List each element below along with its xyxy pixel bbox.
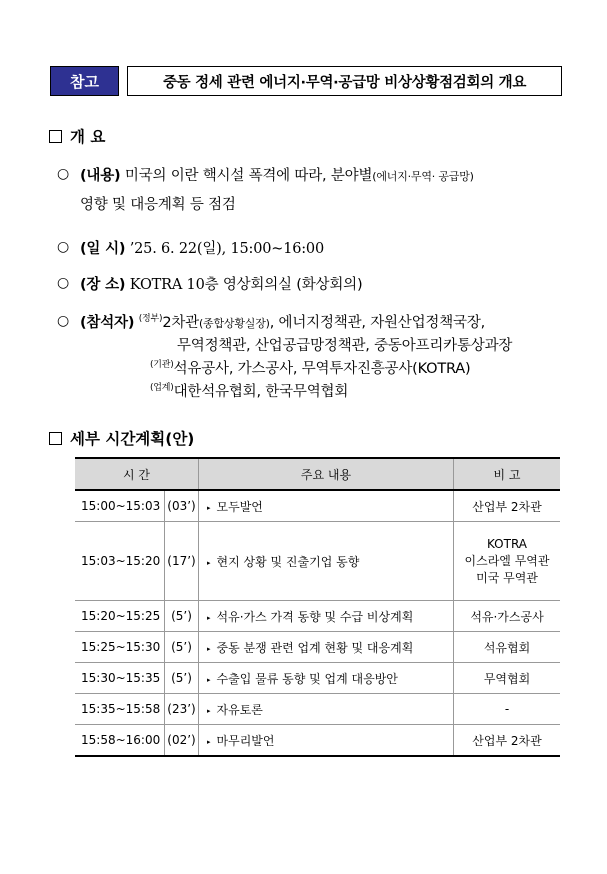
row-duration: (5’) [165, 663, 199, 694]
attendees-line-3 [150, 357, 470, 378]
attendees-line-4 [150, 380, 348, 401]
schedule-heading [49, 427, 194, 449]
triangle-bullet-icon: ▸ [207, 706, 211, 715]
overview-heading-text: 개 요 [70, 128, 106, 146]
attendees-label: (참석자) [80, 315, 135, 331]
triangle-bullet-icon: ▸ [207, 737, 211, 746]
row-content [199, 663, 454, 694]
row-note: 산업부 2차관 [454, 725, 561, 757]
row-time: 15:35~15:58 [75, 694, 165, 725]
content-text: 미국의 이란 핵시설 폭격에 따라, 분야별 [124, 168, 373, 184]
assoc-list: 대한석유협회, 한국무역협회 [173, 384, 349, 400]
attendees-line-1 [80, 311, 485, 332]
row-duration: (02’) [165, 725, 199, 757]
row-content [199, 490, 454, 522]
triangle-bullet-icon: ▸ [207, 644, 211, 653]
row-note: 무역협회 [454, 663, 561, 694]
bullet-circle-icon: ○ [57, 313, 70, 329]
reference-tag: 참고 [50, 66, 119, 96]
gov-role-note: (종합상황실장) [198, 317, 270, 330]
row-content-text: 현지 상황 및 진출기업 동향 [216, 554, 360, 569]
inst-list: 석유공사, 가스공사, 무역투자진흥공사(KOTRA) [173, 361, 471, 377]
row-time: 15:25~15:30 [75, 632, 165, 663]
row-content [199, 725, 454, 757]
row-content-text: 자유토론 [216, 702, 263, 717]
row-content [199, 632, 454, 663]
gov-vice-minister: 2차관 [162, 315, 199, 331]
note-line: KOTRA [486, 536, 528, 551]
triangle-bullet-icon: ▸ [207, 558, 211, 567]
title-row [50, 66, 561, 96]
row-content-text: 모두발언 [216, 499, 263, 514]
row-content [199, 522, 454, 601]
checkbox-square-icon [49, 130, 62, 143]
inst-tag: (기관) [150, 360, 174, 370]
row-duration: (5’) [165, 601, 199, 632]
row-time: 15:00~15:03 [75, 490, 165, 522]
row-content-text: 마무리발언 [216, 733, 275, 748]
table-row [75, 694, 560, 725]
triangle-bullet-icon: ▸ [207, 675, 211, 684]
attendees-line-2: 무역정책관, 산업공급망정책관, 중동아프리카통상과장 [177, 338, 513, 354]
gov-tag: (정부) [138, 314, 163, 324]
bullet-circle-icon: ○ [57, 166, 70, 182]
content-line-1 [80, 164, 474, 185]
content-label: (내용) [80, 168, 121, 184]
table-row [75, 490, 560, 522]
row-time: 15:03~15:20 [75, 522, 165, 601]
schedule-table [75, 457, 560, 757]
content-fields: (에너지·무역· 공급망) [372, 170, 474, 183]
note-line: 이스라엘 무역관 [464, 553, 550, 568]
schedule-heading-text: 세부 시간계획(안) [70, 430, 195, 448]
column-header-note: 비 고 [454, 458, 561, 490]
row-duration: (03’) [165, 490, 199, 522]
row-duration: (5’) [165, 632, 199, 663]
row-time: 15:30~15:35 [75, 663, 165, 694]
triangle-bullet-icon: ▸ [207, 503, 211, 512]
row-note: - [454, 694, 561, 725]
row-time: 15:58~16:00 [75, 725, 165, 757]
column-header-time: 시 간 [75, 458, 199, 490]
triangle-bullet-icon: ▸ [207, 613, 211, 622]
overview-heading [49, 125, 105, 147]
row-content-text: 석유·가스 가격 동향 및 수급 비상계획 [216, 609, 414, 624]
table-row [75, 522, 560, 601]
table-row [75, 632, 560, 663]
page-title: 중동 정세 관련 에너지·무역·공급망 비상상황점검회의 개요 [127, 66, 562, 96]
row-note: 석유협회 [454, 632, 561, 663]
row-note: 석유·가스공사 [454, 601, 561, 632]
row-note: 산업부 2차관 [454, 490, 561, 522]
table-row [75, 601, 560, 632]
place-value: KOTRA 10층 영상회의실 [129, 277, 292, 293]
table-row [75, 725, 560, 757]
note-line: 미국 무역관 [476, 570, 538, 585]
row-content [199, 601, 454, 632]
table-row [75, 663, 560, 694]
date-label: (일 시) [80, 241, 126, 257]
row-note [454, 522, 561, 601]
date-value: ’25. 6. 22(일), 15:00~16:00 [129, 241, 324, 257]
bullet-circle-icon: ○ [57, 275, 70, 291]
bullet-circle-icon: ○ [57, 239, 70, 255]
column-header-content: 주요 내용 [199, 458, 454, 490]
place-label: (장 소) [80, 277, 126, 293]
content-line-2: 영향 및 대응계획 등 점검 [80, 197, 236, 213]
assoc-tag: (업계) [150, 383, 174, 393]
gov-line1-rest: , 에너지정책관, 자원산업정책국장, [269, 315, 486, 331]
date-line [80, 237, 324, 258]
table-header-row [75, 458, 560, 490]
row-content-text: 수출입 물류 동향 및 업계 대응방안 [216, 671, 398, 686]
row-time: 15:20~15:25 [75, 601, 165, 632]
checkbox-square-icon [49, 432, 62, 445]
row-content [199, 694, 454, 725]
place-line [80, 273, 362, 294]
place-note: (화상회의) [296, 277, 363, 293]
row-duration: (23’) [165, 694, 199, 725]
row-content-text: 중동 분쟁 관련 업계 현황 및 대응계획 [216, 640, 414, 655]
row-duration: (17’) [165, 522, 199, 601]
